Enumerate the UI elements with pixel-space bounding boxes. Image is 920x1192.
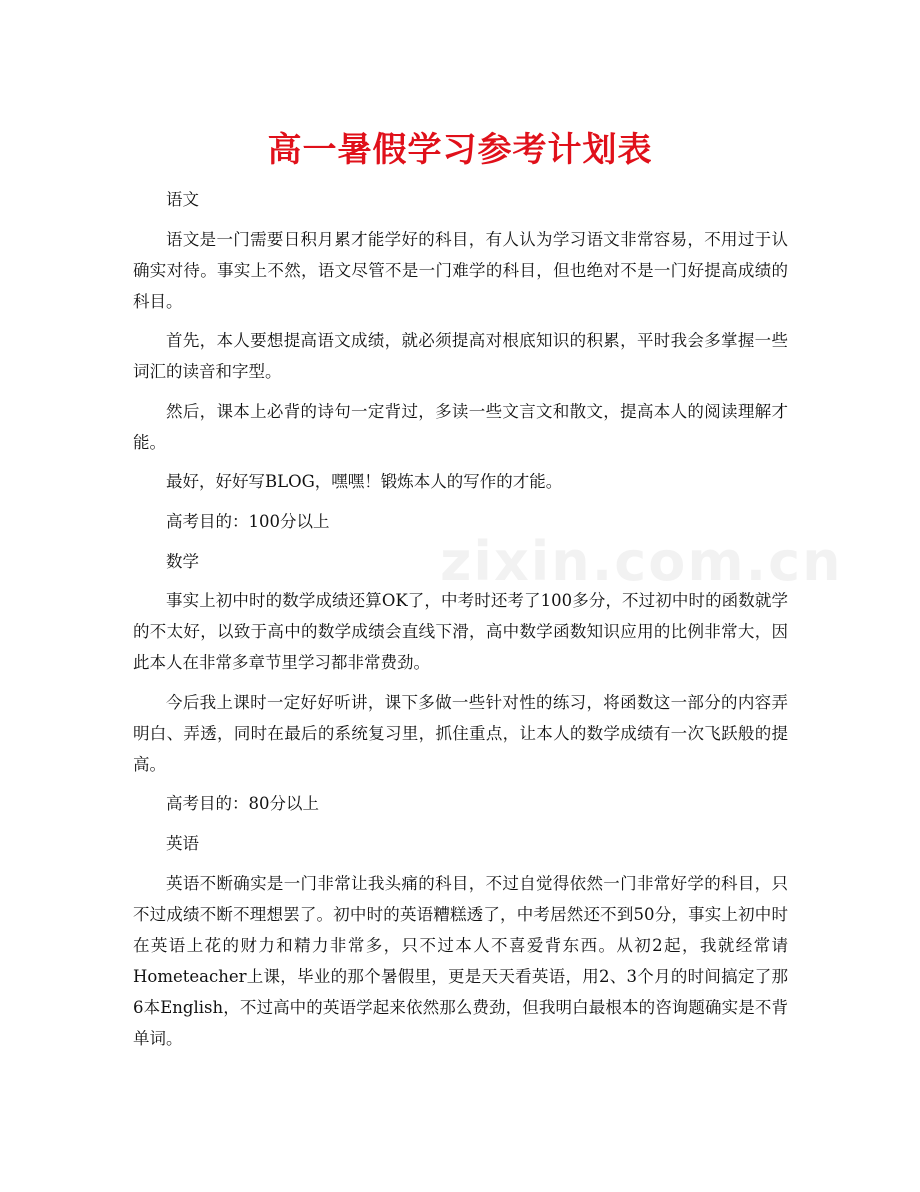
paragraph: 英语不断确实是一门非常让我头痛的科目，不过自觉得依然一门非常好学的科目，只不过成绩不断不理想罢了。初中时的英语糟糕透了，中考居然还不到50分，事实上初中时在英语上花的财力和精力非常多，只不过本人不喜爱背东西。从初2起，我就经常请Hometeacher上课，毕业的那个暑假里，更是天天看英语，用2、3个月的时间搞定了那6本English，不过高中的英语学起来依然那么费劲，但我明白最根本的咨询题确实是不背单词。 [133,873,788,1048]
section-heading-english: 英语 [166,833,199,853]
document-title: 高一暑假学习参考计划表 [267,130,653,170]
section-heading-math: 数学 [166,551,199,571]
document-body [133,184,788,1062]
section-heading-chinese: 语文 [166,190,199,209]
target-score-math: 高考目的：80分以上 [166,794,319,814]
paragraph: 然后，课本上必背的诗句一定背过，多读一些文言文和散文，提高本人的阅读理解才能。 [133,401,788,452]
paragraph: 今后我上课时一定好好听讲，课下多做一些针对性的练习，将函数这一部分的内容弄明白、弄透，同时在最后的系统复习里，抓住重点，让本人的数学成绩有一次飞跃般的提高。 [133,692,788,774]
target-score-chinese: 高考目的：100分以上 [166,511,330,531]
paragraph: 语文是一门需要日积月累才能学好的科目，有人认为学习语文非常容易，不用过于认确实对待。事实上不然，语文尽管不是一门难学的科目，但也绝对不是一门好提高成绩的科目。 [133,229,788,311]
paragraph: 首先，本人要想提高语文成绩，就必须提高对根底知识的积累，平时我会多掌握一些词汇的读音和字型。 [133,331,788,382]
paragraph: 最好，好好写BLOG，嘿嘿！锻炼本人的写作的才能。 [166,472,563,492]
watermark: zixin.com.cn [440,530,843,593]
paragraph: 事实上初中时的数学成绩还算OK了，中考时还考了100多分，不过初中时的函数就学的不太好，以致于高中的数学成绩会直线下滑，高中数学函数知识应用的比例非常大，因此本人在非常多章节里学习都非常费劲。 [133,591,788,673]
